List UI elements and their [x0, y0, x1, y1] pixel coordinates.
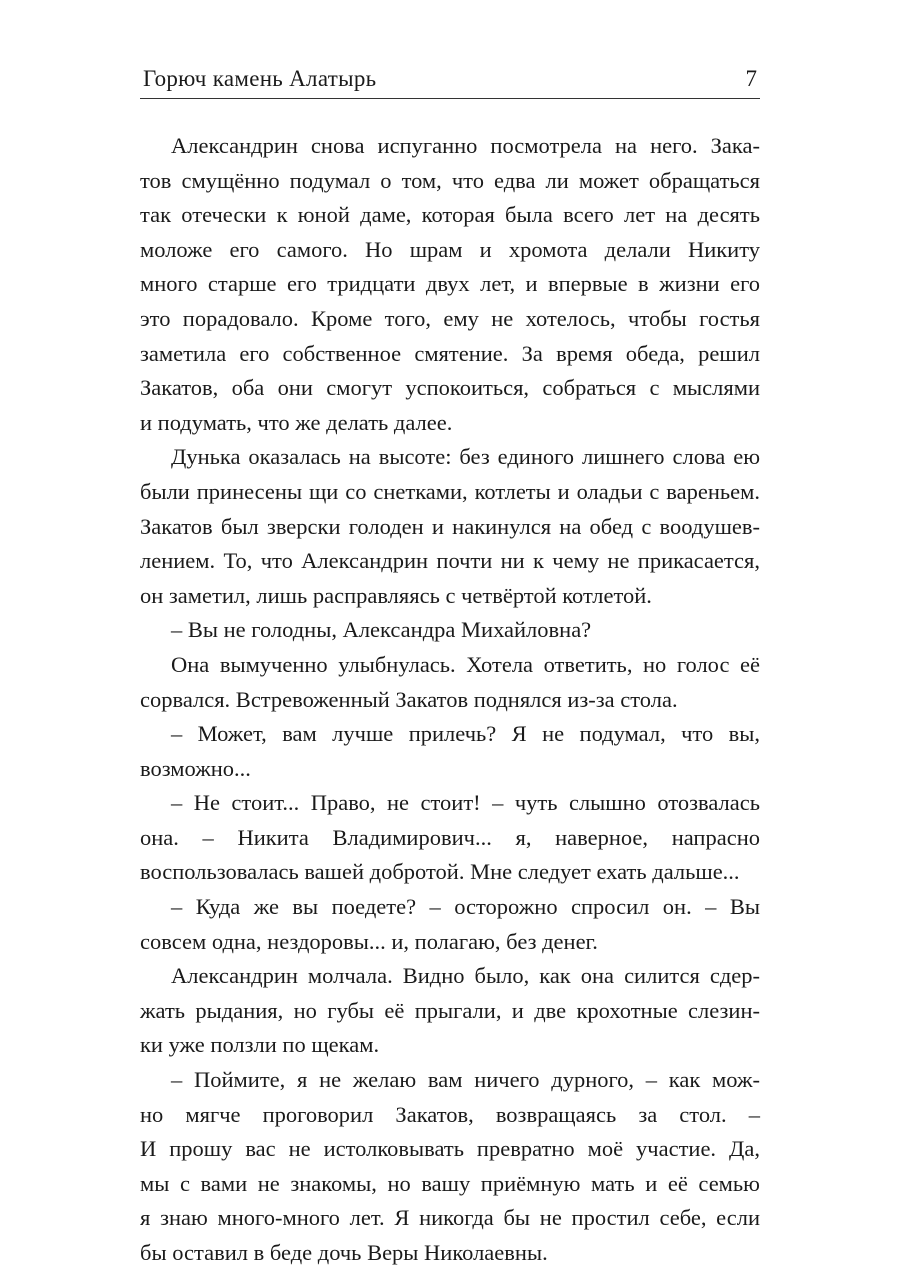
text-line: – Вы не голодны, Александра Михайловна? [171, 617, 592, 643]
text-line: Дунька оказалась на высоте: без единого лишнего слова ею [171, 444, 760, 470]
text-line: совсем одна, нездоровы... и, полагаю, без денег. [140, 928, 598, 954]
running-title: Горюч камень Алатырь [143, 66, 377, 91]
text-line: – Куда же вы поедете? – осторожно спросил он. – Вы [171, 894, 760, 920]
text-line: Александрин молчала. Видно было, как она силится сдер- [171, 963, 760, 989]
text-line: – Не стоит... Право, не стоит! – чуть слышно отозвалась [171, 790, 760, 816]
text-line: заметила его собственное смятение. За время обеда, решил [140, 340, 760, 366]
paragraph [140, 959, 760, 1063]
text-line: это порадовало. Кроме того, ему не хотелось, чтобы гостья [140, 305, 760, 331]
text-line: Она вымученно улыбнулась. Хотела ответить, но голос её [171, 651, 760, 677]
text-line: бы оставил в беде дочь Веры Николаевны. [140, 1240, 548, 1265]
text-line: Закатов был зверски голоден и накинулся на обед с воодушев- [140, 513, 760, 539]
paragraph [140, 1063, 760, 1271]
paragraph [140, 440, 760, 613]
text-line: моложе его самого. Но шрам и хромота делали Никиту [140, 236, 760, 262]
paragraph [140, 129, 760, 440]
text-line: возможно... [140, 755, 251, 781]
text-line: так отечески к юной даме, которая была всего лет на десять [140, 202, 760, 228]
text-line: мы с вами не знакомы, но вашу приёмную мать и её семью [140, 1170, 760, 1196]
text-line: были принесены щи со снетками, котлеты и оладьи с вареньем. [140, 478, 760, 504]
paragraph [140, 648, 760, 717]
text-line: И прошу вас не истолковывать превратно моё участие. Да, [140, 1136, 760, 1162]
paragraph [140, 890, 760, 959]
text-line: сорвался. Встревоженный Закатов поднялся из-за стола. [140, 686, 678, 712]
text-line: жать рыдания, но губы её прыгали, и две крохотные слезин- [140, 997, 760, 1023]
text-line: но мягче проговорил Закатов, возвращаясь за стол. – [140, 1101, 760, 1127]
text-line: лением. То, что Александрин почти ни к чему не прикасается, [140, 548, 760, 574]
text-line: он заметил, лишь расправляясь с четвёртой котлетой. [140, 582, 652, 608]
page-number: 7 [745, 66, 757, 91]
paragraph [140, 786, 760, 890]
text-line: Александрин снова испуганно посмотрела на него. Зака- [171, 133, 760, 158]
text-line: – Может, вам лучше прилечь? Я не подумал, что вы, [171, 721, 760, 747]
text-line: воспользовалась вашей добротой. Мне следует ехать дальше... [140, 859, 740, 885]
text-line: тов смущённо подумал о том, что едва ли может обращаться [140, 167, 760, 193]
text-line: Закатов, оба они смогут успокоиться, собраться с мыслями [140, 375, 760, 401]
text-line: я знаю много-много лет. Я никогда бы не простил себе, если [140, 1205, 760, 1231]
text-line: много старше его тридцати двух лет, и впервые в жизни его [140, 271, 760, 297]
paragraph [140, 717, 760, 786]
text-line: и подумать, что же делать далее. [140, 409, 453, 435]
text-line: – Поймите, я не желаю вам ничего дурного, – как мож- [171, 1067, 760, 1093]
text-line: ки уже ползли по щекам. [140, 1032, 380, 1058]
body-text [140, 129, 760, 1271]
paragraph [140, 613, 760, 648]
text-line: она. – Никита Владимирович... я, наверное, напрасно [140, 824, 760, 850]
running-head [140, 62, 760, 99]
